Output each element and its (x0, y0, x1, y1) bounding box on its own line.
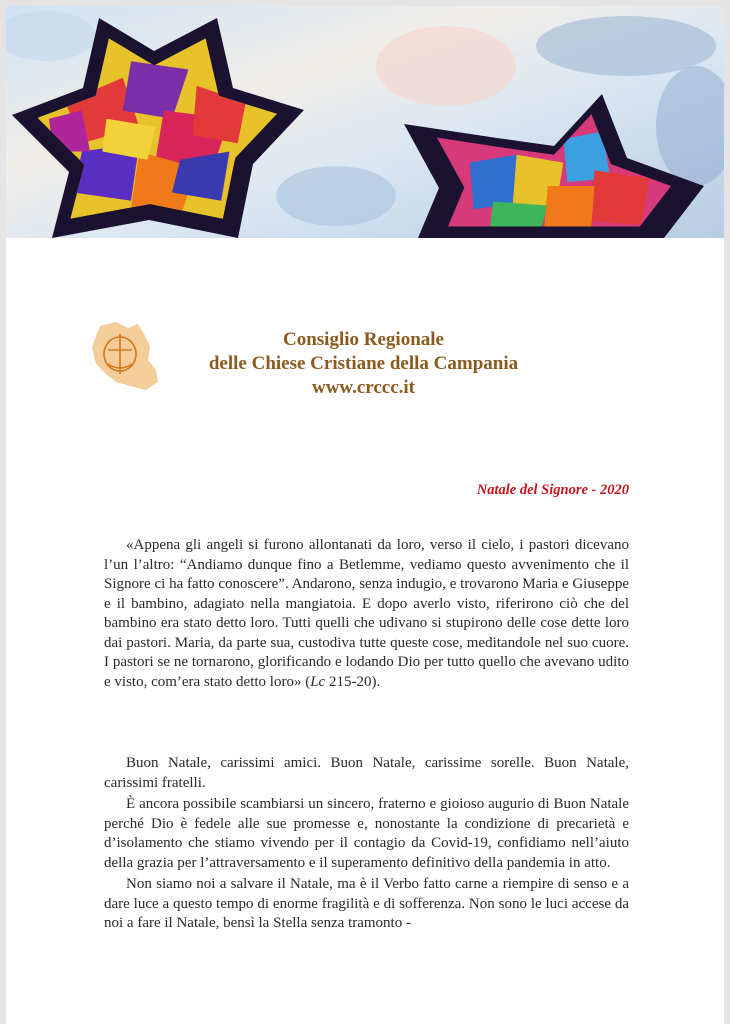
banner-image (6, 6, 724, 238)
letter-body (104, 754, 629, 934)
quote-paragraph (104, 536, 629, 692)
document-page (6, 6, 724, 1024)
gospel-quote (104, 536, 629, 692)
header-line-2: delle Chiese Cristiane della Campania (208, 353, 519, 374)
oikoumene-logo (86, 316, 162, 394)
letter-paragraph-1: Buon Natale, carissimi amici. Buon Natale, carissime sorelle. Buon Natale, carissimi fratelli. (104, 755, 629, 791)
date-line: Natale del Signore - 2020 (476, 482, 629, 498)
organization-header (156, 328, 571, 400)
header-line-1: Consiglio Regionale (283, 329, 444, 350)
quote-ref-book: Lc (310, 673, 326, 690)
quote-text: «Appena gli angeli si furono allontanati da loro, verso il cielo, i pastori dicevano l’un l’altro: “Andiamo dunque fino a Betlemme, vediamo questo avvenimento che il Signore ci ha fatto conoscere”. Andarono, senza indugio, e trovarono Maria e Giuseppe e il bambino, adagiato nella mangiatoia. E dopo averlo visto, riferirono ciò che del bambino era stato detto loro. Tutti quelli che udivano si stupirono delle cose dette loro dai pastori. Maria, da parte sua, custodiva tutte queste cose, meditandole nel suo cuore. I pastori se ne tornarono, glorificando e lodando Dio per tutto quello che avevano udito e visto, com’era stato detto loro» ( (104, 537, 629, 690)
quote-ref-rest: 215-20). (325, 673, 381, 690)
website-link[interactable]: www.crccc.it (311, 377, 416, 398)
letter-paragraph-2: È ancora possibile scambiarsi un sincero, fraterno e gioioso augurio di Buon Natale perché Dio è fedele alle sue promesse e, nonostante la condizione di precarietà e d’isolamento che stiamo vivendo per il contagio da Covid-19, confidiamo nell’aiuto della grazia per l’attraversamento e il superamento definitivo della pandemia in atto. (104, 796, 629, 871)
letter-paragraph-3: Non siamo noi a salvare il Natale, ma è il Verbo fatto carne a riempire di senso e a dare luce a questo tempo di enorme fragilità e di sofferenza. Non sono le luci accese da noi a fare il Natale, bensì la Stella senza tramonto - (104, 876, 629, 931)
